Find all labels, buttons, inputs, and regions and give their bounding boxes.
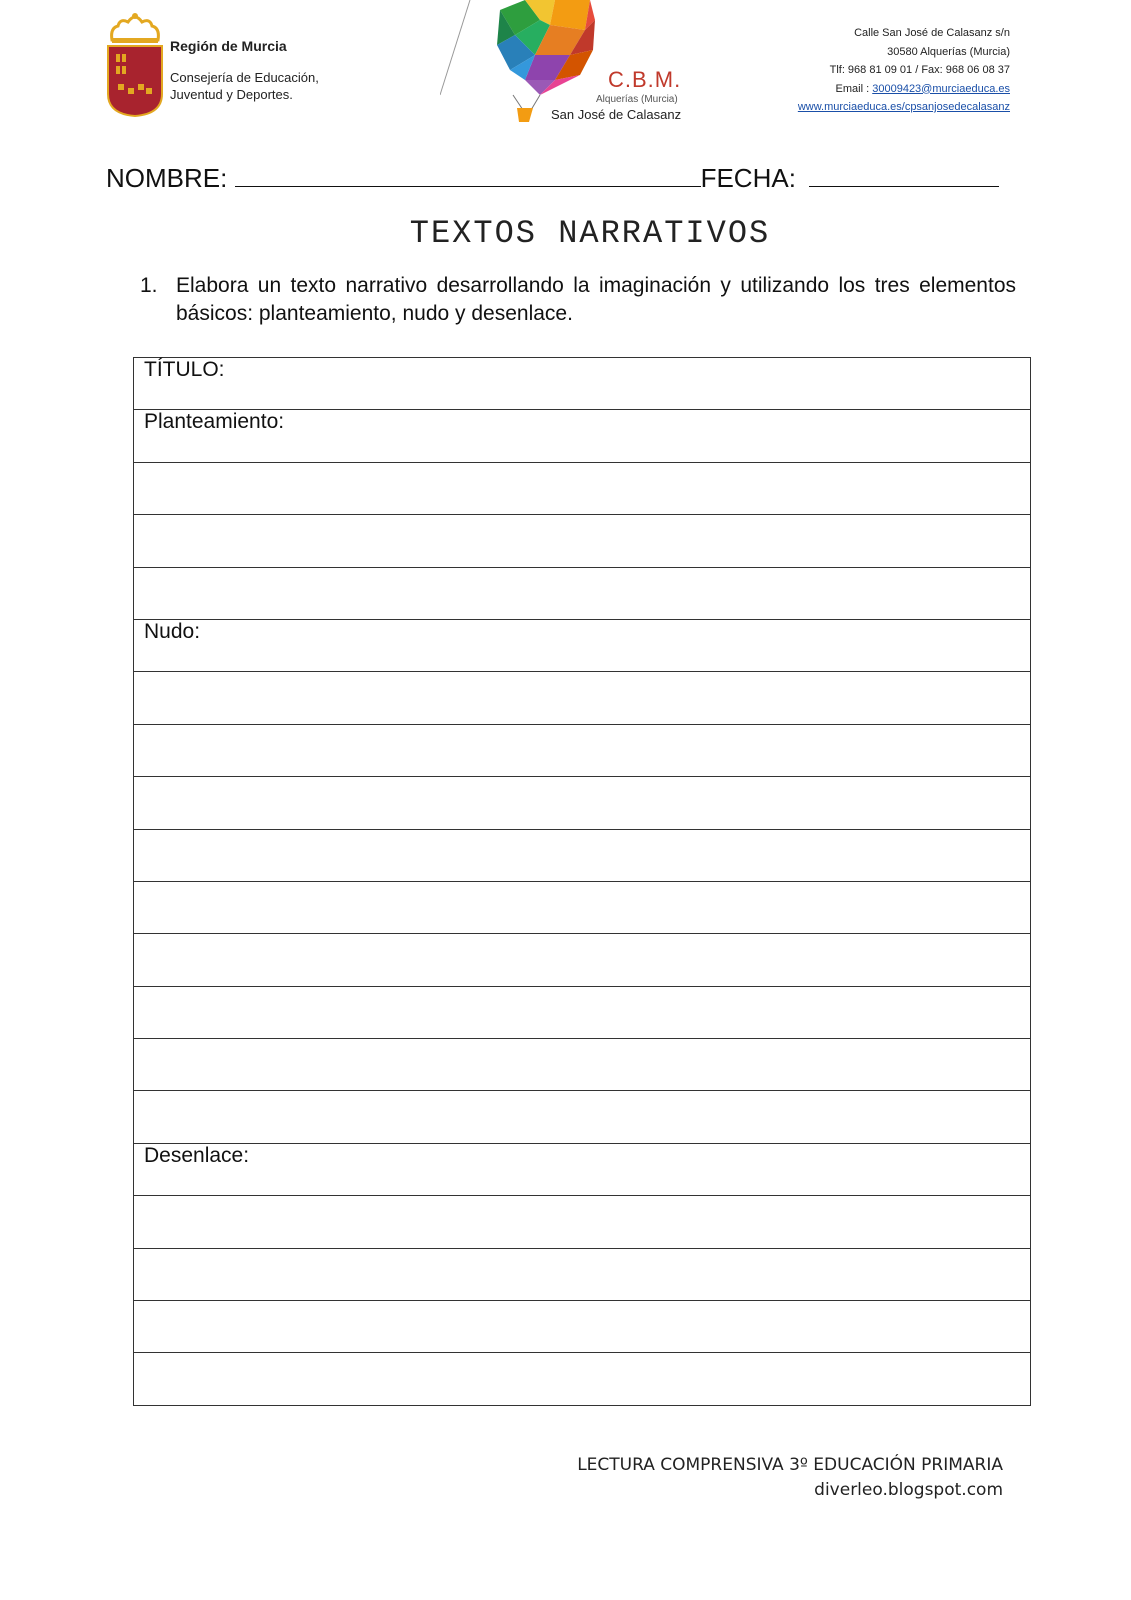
instruction-item [140, 272, 1016, 328]
instruction-number: 1. [140, 274, 158, 297]
contact-block [690, 24, 1010, 117]
footer-blog-link[interactable]: diverleo.blogspot.com [814, 1480, 1003, 1500]
instruction-text: Elabora un texto narrativo desarrollando la imaginación y utilizando los tres elementos básicos: planteamiento, nudo y desenlace. [176, 274, 1016, 325]
table-row-desenlace[interactable] [134, 1144, 1030, 1196]
table-row[interactable] [134, 1196, 1030, 1248]
row-label-planteamiento: Planteamiento: [144, 410, 285, 434]
row-label-desenlace: Desenlace: [144, 1143, 250, 1167]
table-row[interactable] [134, 463, 1030, 515]
footer-subject: LECTURA COMPRENSIVA 3º EDUCACIÓN PRIMARIA [577, 1455, 1003, 1475]
contact-city: 30580 Alquerías (Murcia) [887, 45, 1010, 58]
school-abbreviation: C.B.M. [608, 67, 682, 92]
contact-web-link[interactable]: www.murciaeduca.es/cpsanjosedecalasanz [797, 101, 1010, 113]
school-name: San José de Calasanz [551, 107, 682, 122]
table-row[interactable] [134, 987, 1030, 1039]
date-label: FECHA: [700, 163, 804, 193]
page-title: TEXTOS NARRATIVOS [409, 215, 771, 252]
table-row[interactable] [134, 1301, 1030, 1353]
table-row[interactable] [134, 830, 1030, 882]
table-row-title[interactable] [134, 358, 1030, 410]
table-row[interactable] [134, 934, 1030, 986]
contact-email-row [690, 80, 1010, 99]
table-row[interactable] [134, 672, 1030, 724]
name-date-line [106, 163, 999, 194]
region-department-line1: Consejería de Educación, [170, 70, 319, 85]
table-row[interactable] [134, 1353, 1030, 1405]
table-row[interactable] [134, 777, 1030, 829]
name-label: NOMBRE: [106, 163, 235, 193]
table-row[interactable] [134, 568, 1030, 620]
table-row[interactable] [134, 1249, 1030, 1301]
region-murcia-shield-logo [106, 10, 164, 118]
table-row[interactable] [134, 515, 1030, 567]
school-location: Alquerías (Murcia) [596, 94, 678, 105]
region-name: Región de Murcia [170, 38, 287, 54]
table-row-nudo[interactable] [134, 620, 1030, 672]
footer [577, 1453, 1003, 1503]
row-label-nudo: Nudo: [144, 619, 201, 643]
writing-table [133, 357, 1031, 1406]
contact-email-link[interactable]: 30009423@murciaeduca.es [872, 82, 1010, 95]
date-blank-field[interactable] [809, 164, 999, 187]
region-department-line2: Juventud y Deportes. [170, 87, 293, 102]
table-row[interactable] [134, 882, 1030, 934]
table-row-planteamiento[interactable] [134, 410, 1030, 462]
table-row[interactable] [134, 1039, 1030, 1091]
row-label-title: TÍTULO: [144, 358, 225, 381]
table-row[interactable] [134, 1091, 1030, 1143]
contact-email-label: Email : [835, 82, 873, 95]
name-blank-field[interactable] [235, 164, 701, 187]
region-department [170, 69, 370, 103]
table-row[interactable] [134, 725, 1030, 777]
contact-phone: Tlf: 968 81 09 01 / Fax: 968 06 08 37 [829, 64, 1010, 76]
contact-address: Calle San José de Calasanz s/n [854, 27, 1010, 39]
